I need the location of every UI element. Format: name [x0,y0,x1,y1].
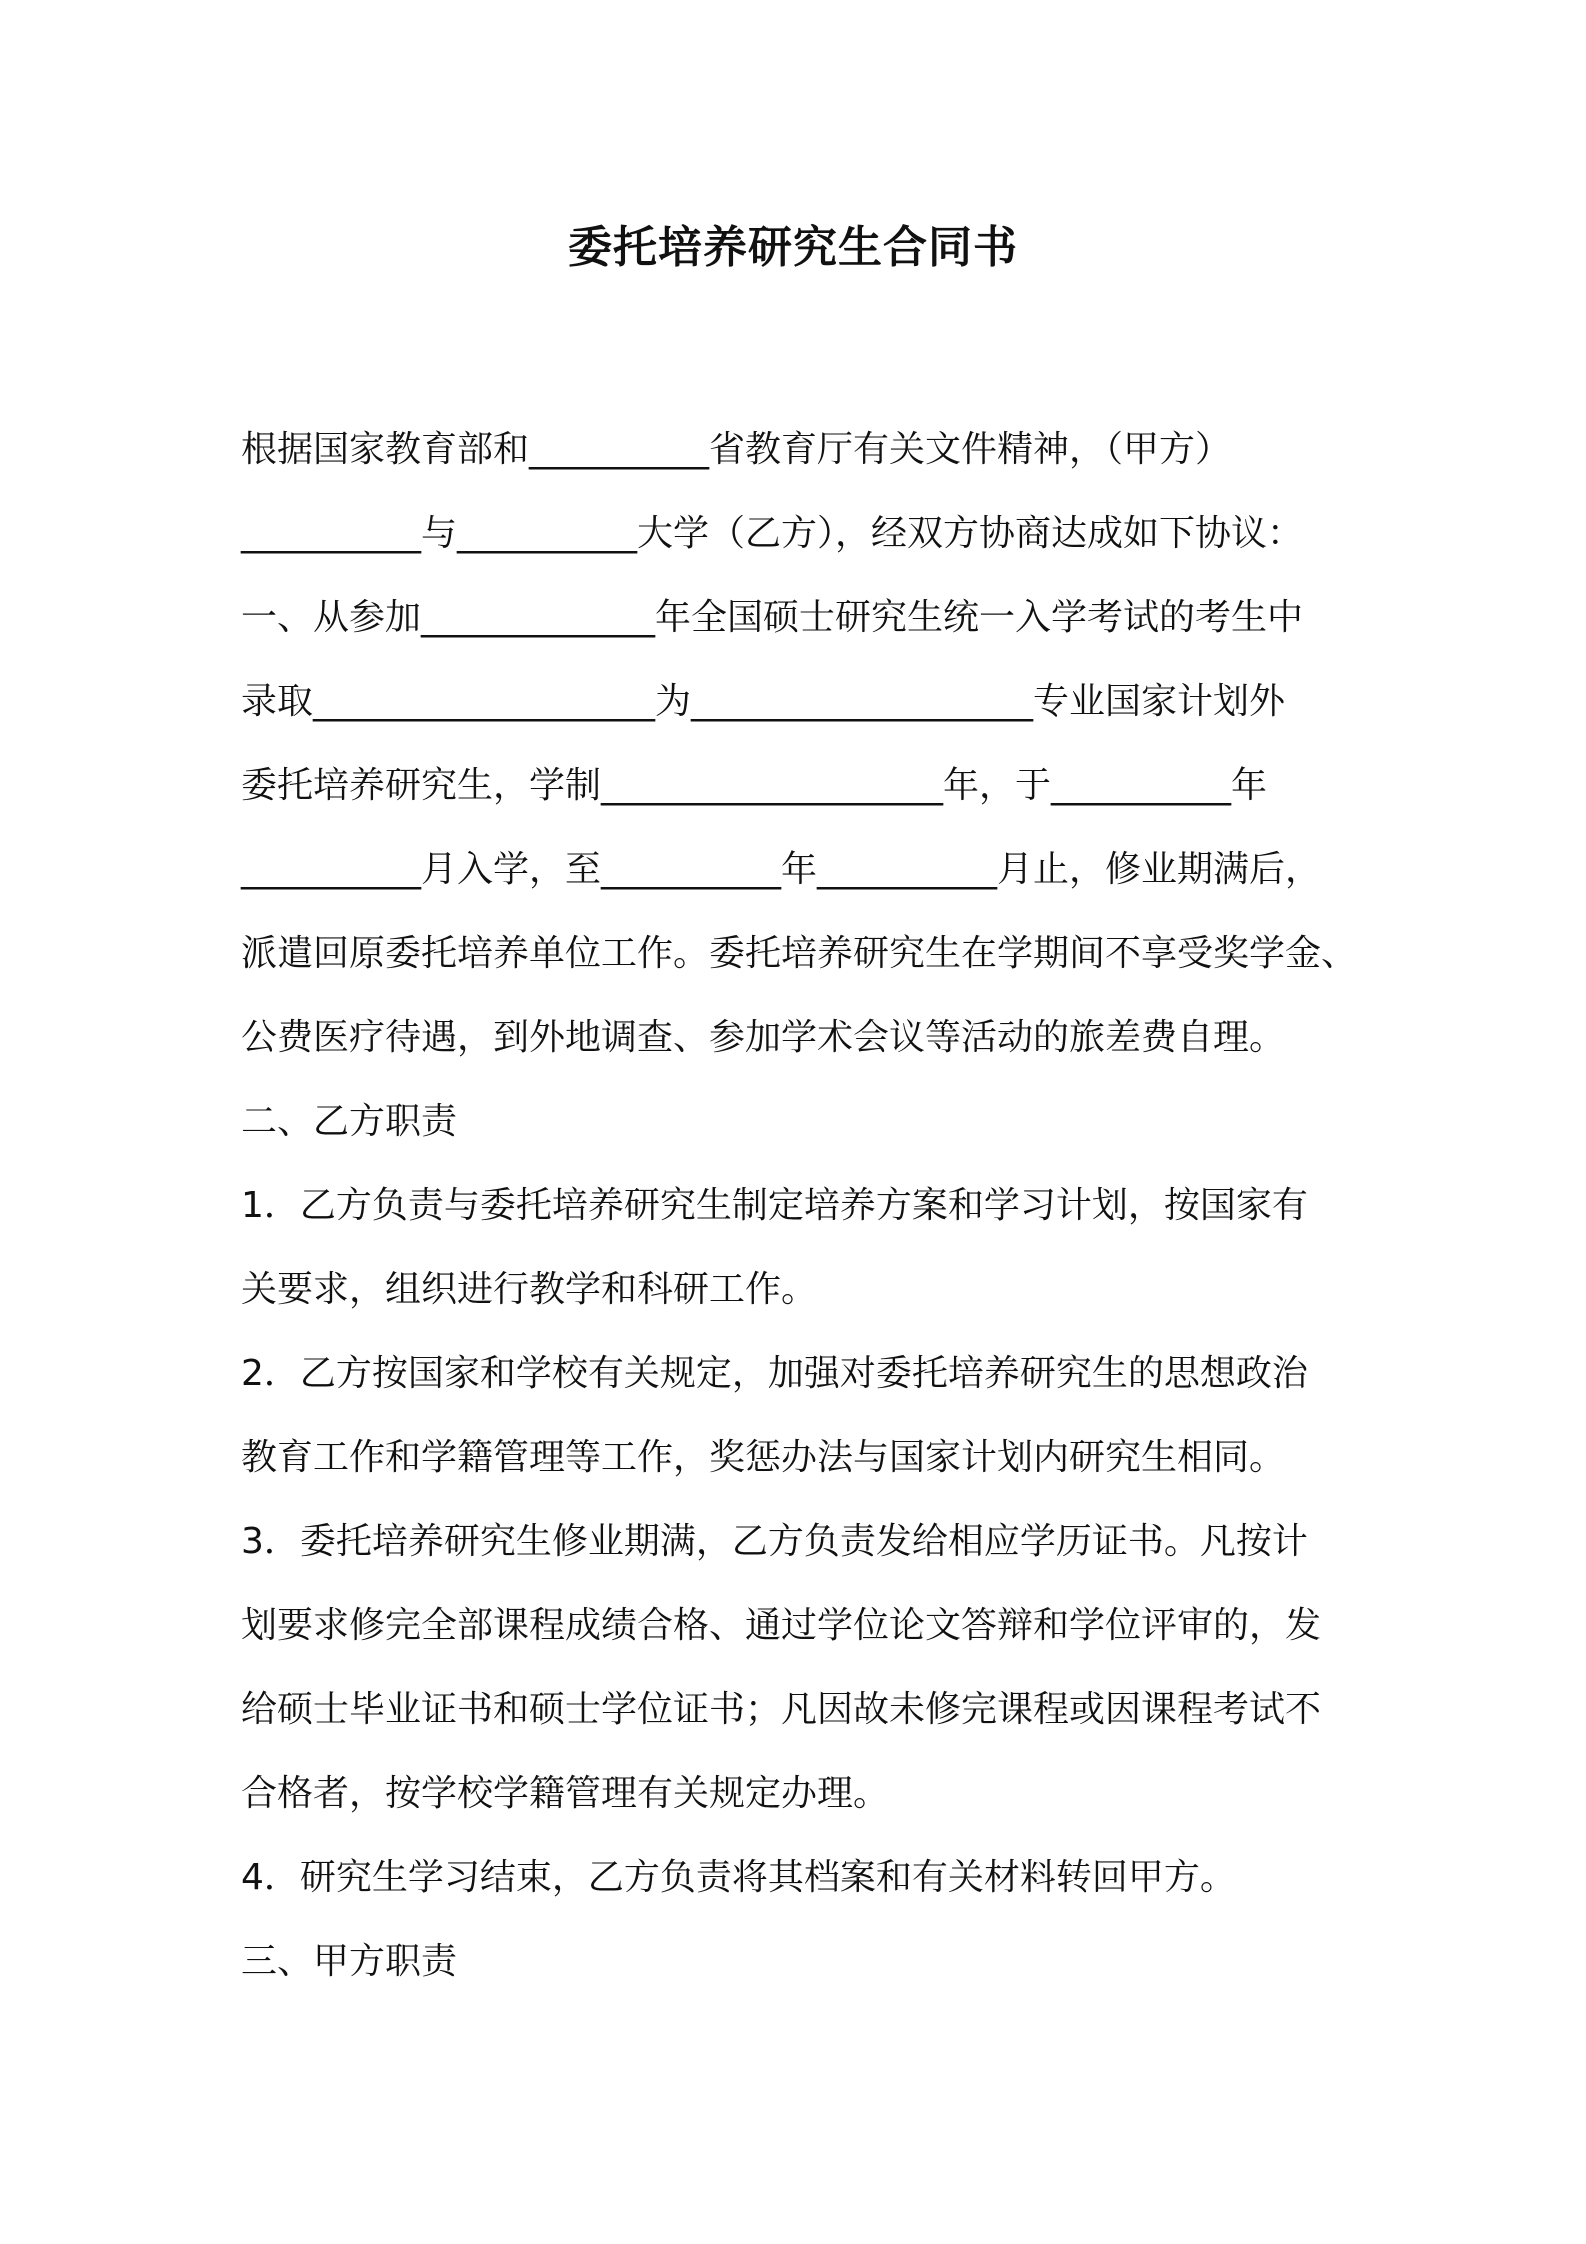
body-line-17: 合格者，按学校学籍管理有关规定办理。 [241,1773,890,1814]
body-line-14: 3．委托培养研究生修业期满，乙方负责发给相应学历证书。凡按计 [241,1521,1308,1562]
body-line-7: 派遣回原委托培养单位工作。委托培养研究生在学期间不享受奖学金、 [241,933,1358,974]
body-line-13: 教育工作和学籍管理等工作，奖惩办法与国家计划内研究生相同。 [241,1437,1286,1478]
body-line-11: 关要求，组织进行教学和科研工作。 [241,1269,818,1310]
body-line-4: 录取___________________为___________________专业国家计划外 [241,681,1286,722]
body-line-12: 2．乙方按国家和学校有关规定，加强对委托培养研究生的思想政治 [241,1353,1308,1394]
body-line-8: 公费医疗待遇，到外地调查、参加学术会议等活动的旅差费自理。 [241,1017,1286,1058]
document-body [241,408,1361,2004]
section-heading-3: 三、甲方职责 [241,1941,458,1982]
body-line-18: 4．研究生学习结束，乙方负责将其档案和有关材料转回甲方。 [241,1857,1236,1898]
document-title: 委托培养研究生合同书 [568,222,1018,273]
body-line-1: 根据国家教育部和__________省教育厅有关文件精神，（甲方） [241,429,1232,470]
section-heading-2: 二、乙方职责 [241,1101,458,1142]
body-line-15: 划要求修完全部课程成绩合格、通过学位论文答辩和学位评审的，发 [241,1605,1322,1646]
body-line-5: 委托培养研究生，学制___________________年，于__________年 [241,765,1268,806]
body-line-10: 1．乙方负责与委托培养研究生制定培养方案和学习计划，按国家有 [241,1185,1308,1226]
body-line-16: 给硕士毕业证书和硕士学位证书；凡因故未修完课程或因课程考试不 [241,1689,1322,1730]
body-line-6: __________月入学，至__________年__________月止，修业期满后， [241,849,1322,890]
body-line-3: 一、从参加_____________年全国硕士研究生统一入学考试的考生中 [241,597,1304,638]
body-line-2: __________与__________大学（乙方），经双方协商达成如下协议： [241,513,1304,554]
